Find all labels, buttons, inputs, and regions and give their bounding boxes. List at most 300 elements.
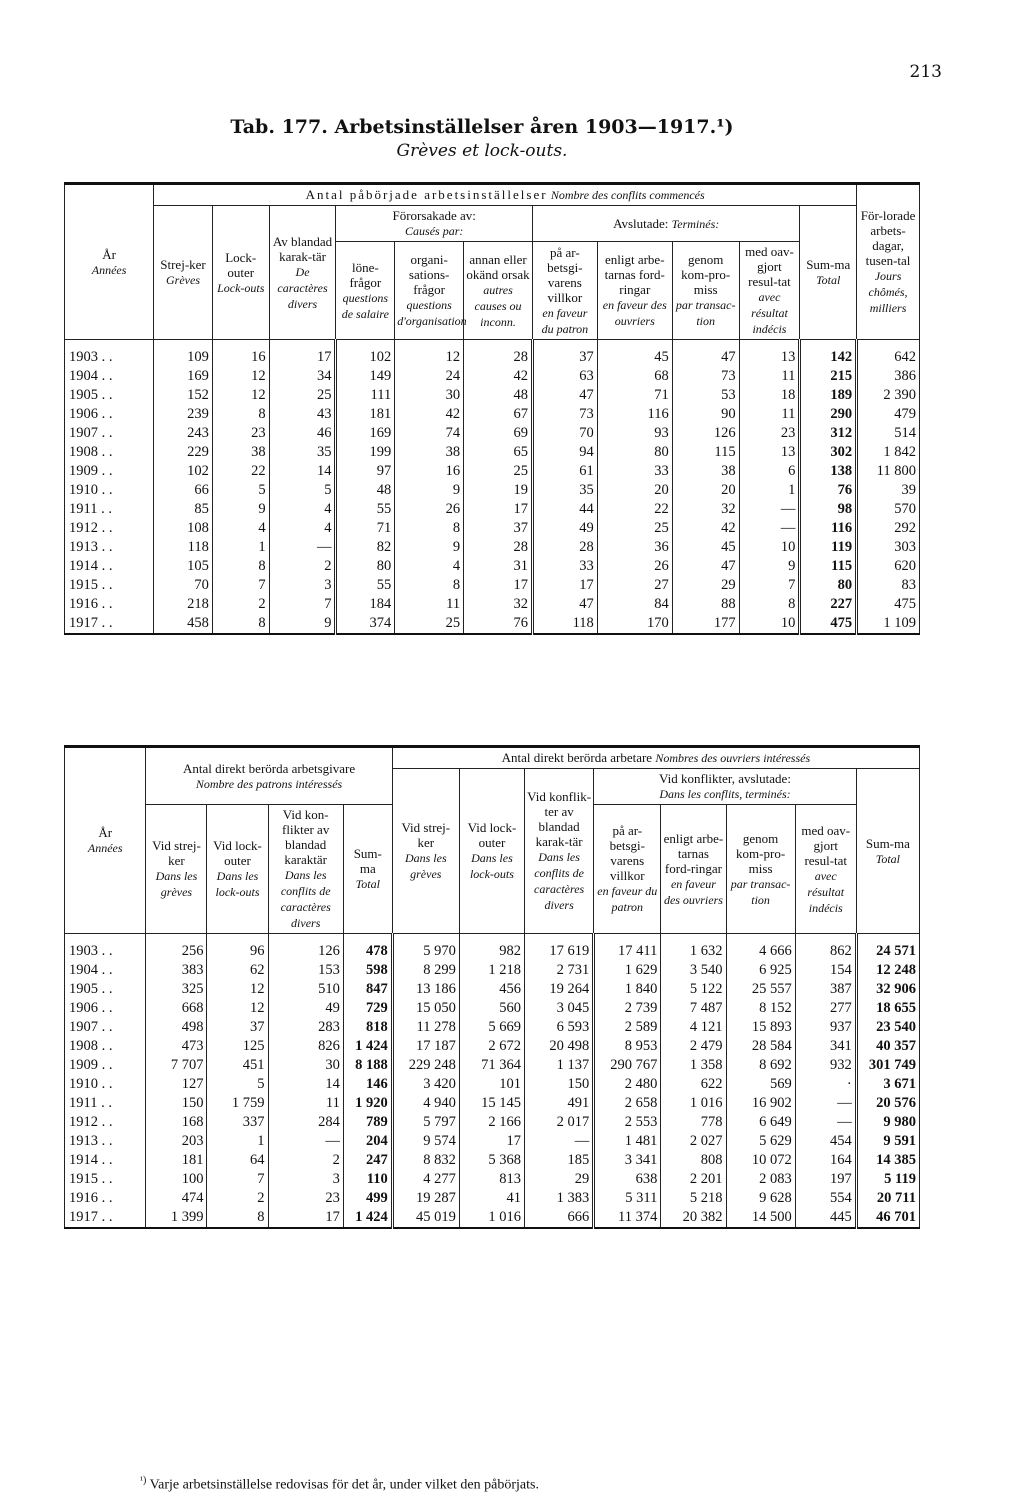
- table-cell: 71: [597, 386, 672, 405]
- table-cell: 32 906: [856, 980, 919, 999]
- table-cell: 41: [459, 1189, 524, 1208]
- header-e-strikes: Vid strej-ker Dans les grèves: [146, 805, 207, 934]
- table-cell: 456: [459, 980, 524, 999]
- table-row: [65, 961, 920, 980]
- table-cell: 83: [857, 576, 920, 595]
- row-year: 1909 . .: [65, 1056, 146, 1075]
- table-row: [65, 557, 920, 576]
- header-w-worker-demands: enligt arbe-tarnas ford-ringar en faveur des ouvriers: [661, 805, 726, 934]
- row-year: 1903 . .: [65, 934, 146, 962]
- table-cell: 302: [800, 443, 857, 462]
- table-cell: 2 017: [525, 1113, 594, 1132]
- row-year: 1916 . .: [65, 595, 154, 614]
- table-cell: 2 027: [661, 1132, 726, 1151]
- table-cell: 7 487: [661, 999, 726, 1018]
- table-cell: 70: [154, 576, 213, 595]
- table-cell: 15 050: [392, 999, 459, 1018]
- table-cell: 2 083: [726, 1170, 795, 1189]
- table-cell: 847: [343, 980, 392, 999]
- table-cell: 96: [207, 934, 268, 962]
- table-cell: 239: [154, 405, 213, 424]
- table-cell: 12 248: [856, 961, 919, 980]
- table-cell: 218: [154, 595, 213, 614]
- table-cell: 66: [154, 481, 213, 500]
- table-cell: 5 629: [726, 1132, 795, 1151]
- table-row: [65, 500, 920, 519]
- table-cell: 71 364: [459, 1056, 524, 1075]
- table-cell: 598: [343, 961, 392, 980]
- table-cell: 2 658: [594, 1094, 661, 1113]
- row-year: 1906 . .: [65, 999, 146, 1018]
- table-cell: 45 019: [392, 1208, 459, 1228]
- table-row: [65, 481, 920, 500]
- row-year: 1912 . .: [65, 519, 154, 538]
- table-cell: 49: [268, 999, 343, 1018]
- table-cell: 473: [146, 1037, 207, 1056]
- table-cell: 109: [154, 340, 213, 368]
- table-cell: 10 072: [726, 1151, 795, 1170]
- table-cell: 341: [795, 1037, 856, 1056]
- table-cell: —: [739, 500, 800, 519]
- table-row: [65, 1208, 920, 1228]
- table-cell: 19: [464, 481, 533, 500]
- table-cell: 71: [336, 519, 395, 538]
- table-cell: 10: [739, 614, 800, 634]
- table-cell: —: [525, 1132, 594, 1151]
- table-cell: 15 145: [459, 1094, 524, 1113]
- title-block: [0, 116, 1024, 161]
- table-cell: 53: [672, 386, 739, 405]
- table-cell: 7: [207, 1170, 268, 1189]
- table-cell: 8 188: [343, 1056, 392, 1075]
- table-row: [65, 538, 920, 557]
- table-cell: 560: [459, 999, 524, 1018]
- table-cell: —: [795, 1094, 856, 1113]
- table-cell: 80: [800, 576, 857, 595]
- table-cell: 73: [532, 405, 597, 424]
- table-cell: 20 382: [661, 1208, 726, 1228]
- row-year: 1909 . .: [65, 462, 154, 481]
- table-cell: 48: [336, 481, 395, 500]
- table-cell: 283: [268, 1018, 343, 1037]
- header-compromise: genom kom-pro-miss par transac-tion: [672, 242, 739, 340]
- table-cell: 458: [154, 614, 213, 634]
- table-cell: 88: [672, 595, 739, 614]
- table-cell: 28 584: [726, 1037, 795, 1056]
- table-cell: 13: [739, 443, 800, 462]
- table-cell: 789: [343, 1113, 392, 1132]
- table-cell: 42: [672, 519, 739, 538]
- table-cell: 7: [739, 576, 800, 595]
- table-row: [65, 443, 920, 462]
- table-cell: 808: [661, 1151, 726, 1170]
- header-e-mixed: Vid kon-flikter av blandad karaktär Dans les conflits de caractères divers: [268, 805, 343, 934]
- table-cell: 185: [525, 1151, 594, 1170]
- table-cell: 105: [154, 557, 213, 576]
- header-lockouts: Lock-outer Lock-outs: [212, 206, 269, 340]
- row-year: 1905 . .: [65, 386, 154, 405]
- table-cell: 8: [395, 576, 464, 595]
- header-wage-questions: löne-frågor questions de salaire: [336, 242, 395, 340]
- table-cell: 247: [343, 1151, 392, 1170]
- table-cell: 569: [726, 1075, 795, 1094]
- table-cell: 199: [336, 443, 395, 462]
- table-cell: 4: [269, 500, 336, 519]
- table-cell: 554: [795, 1189, 856, 1208]
- table-cell: 215: [800, 367, 857, 386]
- row-year: 1908 . .: [65, 443, 154, 462]
- table-cell: 69: [464, 424, 533, 443]
- row-year: 1905 . .: [65, 980, 146, 999]
- table-cell: 5 311: [594, 1189, 661, 1208]
- table-row: [65, 1170, 920, 1189]
- table-cell: 94: [532, 443, 597, 462]
- table-cell: 638: [594, 1170, 661, 1189]
- table-row: [65, 980, 920, 999]
- table-cell: 7: [269, 595, 336, 614]
- table-cell: 127: [146, 1075, 207, 1094]
- table-cell: 9: [212, 500, 269, 519]
- table-cell: 2 480: [594, 1075, 661, 1094]
- table-cell: 818: [343, 1018, 392, 1037]
- table-cell: 337: [207, 1113, 268, 1132]
- table-cell: 4 277: [392, 1170, 459, 1189]
- table-cell: 9 628: [726, 1189, 795, 1208]
- table-cell: 80: [336, 557, 395, 576]
- table-cell: 39: [857, 481, 920, 500]
- table-row: [65, 405, 920, 424]
- table-cell: 4: [212, 519, 269, 538]
- table-cell: 24: [395, 367, 464, 386]
- row-year: 1915 . .: [65, 1170, 146, 1189]
- table-cell: 125: [207, 1037, 268, 1056]
- table-cell: 1 218: [459, 961, 524, 980]
- table-cell: 514: [857, 424, 920, 443]
- table-cell: 55: [336, 576, 395, 595]
- table-cell: 3: [268, 1170, 343, 1189]
- row-year: 1911 . .: [65, 1094, 146, 1113]
- table-cell: 1 383: [525, 1189, 594, 1208]
- table-cell: 18 655: [856, 999, 919, 1018]
- table-cell: 42: [395, 405, 464, 424]
- table-cell: 177: [672, 614, 739, 634]
- table-cell: 28: [464, 538, 533, 557]
- table-cell: 4: [269, 519, 336, 538]
- table-cell: 3 341: [594, 1151, 661, 1170]
- table-cell: 19 264: [525, 980, 594, 999]
- table-cell: 9 591: [856, 1132, 919, 1151]
- table-cell: 46: [269, 424, 336, 443]
- table-cell: 383: [146, 961, 207, 980]
- table-cell: 25 557: [726, 980, 795, 999]
- table-cell: 374: [336, 614, 395, 634]
- table-cell: 982: [459, 934, 524, 962]
- table-cell: 2: [207, 1189, 268, 1208]
- table-cell: 38: [212, 443, 269, 462]
- table-cell: 20: [672, 481, 739, 500]
- table-cell: 45: [597, 340, 672, 368]
- row-year: 1911 . .: [65, 500, 154, 519]
- table-cell: 387: [795, 980, 856, 999]
- table-cell: 1 632: [661, 934, 726, 962]
- header-year-2: År Années: [65, 747, 146, 934]
- table-cell: 46 701: [856, 1208, 919, 1228]
- table-cell: 64: [207, 1151, 268, 1170]
- table-cell: 499: [343, 1189, 392, 1208]
- table-cell: 11 374: [594, 1208, 661, 1228]
- table-cell: 451: [207, 1056, 268, 1075]
- header-ended: Avslutade: Terminés:: [532, 206, 799, 242]
- table-cell: 37: [207, 1018, 268, 1037]
- table-cell: 153: [268, 961, 343, 980]
- header-w-total: Sum-ma Total: [856, 769, 919, 934]
- table-cell: 445: [795, 1208, 856, 1228]
- table-cell: 35: [269, 443, 336, 462]
- table-cell: 2 553: [594, 1113, 661, 1132]
- table-cell: 14 500: [726, 1208, 795, 1228]
- table-cell: 1 358: [661, 1056, 726, 1075]
- table-cell: 102: [154, 462, 213, 481]
- table-cell: 1 137: [525, 1056, 594, 1075]
- table-cell: —: [739, 519, 800, 538]
- table-cell: 229 248: [392, 1056, 459, 1075]
- footnote-mark: ¹): [140, 1475, 147, 1486]
- table-cell: 98: [800, 500, 857, 519]
- header-w-employer-terms: på ar-betsgi-varens villkor en faveur du patron: [594, 805, 661, 934]
- table-cell: 25: [269, 386, 336, 405]
- table-cell: 25: [395, 614, 464, 634]
- table-cell: 138: [800, 462, 857, 481]
- table-cell: 38: [395, 443, 464, 462]
- table-cell: 826: [268, 1037, 343, 1056]
- table-cell: 22: [597, 500, 672, 519]
- table-cell: —: [795, 1113, 856, 1132]
- table-cell: 290: [800, 405, 857, 424]
- table-cell: 290 767: [594, 1056, 661, 1075]
- table-cell: 23: [268, 1189, 343, 1208]
- table-cell: 642: [857, 340, 920, 368]
- table-cell: 7: [212, 576, 269, 595]
- table-cell: 13: [739, 340, 800, 368]
- header-undecided: med oav-gjort resul-tat avec résultat indécis: [739, 242, 800, 340]
- table-cell: 28: [464, 340, 533, 368]
- table-cell: 2: [268, 1151, 343, 1170]
- table-cell: 30: [268, 1056, 343, 1075]
- row-year: 1907 . .: [65, 1018, 146, 1037]
- table-cell: 5: [207, 1075, 268, 1094]
- table-cell: 8 832: [392, 1151, 459, 1170]
- table-cell: 1: [212, 538, 269, 557]
- table-cell: 181: [336, 405, 395, 424]
- table-cell: 169: [154, 367, 213, 386]
- table-cell: 1 016: [459, 1208, 524, 1228]
- table-cell: 12: [212, 367, 269, 386]
- table-row: [65, 340, 920, 368]
- row-year: 1917 . .: [65, 1208, 146, 1228]
- table-cell: 1: [207, 1132, 268, 1151]
- table-cell: 20: [597, 481, 672, 500]
- header-lost-workdays: För-lorade arbets-dagar, tusen-tal Jours chômés, milliers: [857, 184, 920, 340]
- table-cell: 15 893: [726, 1018, 795, 1037]
- table-cell: 6 925: [726, 961, 795, 980]
- table-cell: 48: [464, 386, 533, 405]
- row-year: 1906 . .: [65, 405, 154, 424]
- table-cell: 11: [739, 367, 800, 386]
- table-cell: 26: [395, 500, 464, 519]
- table-cell: 142: [800, 340, 857, 368]
- table-cell: 6: [739, 462, 800, 481]
- table-cell: 33: [532, 557, 597, 576]
- row-year: 1916 . .: [65, 1189, 146, 1208]
- row-year: 1915 . .: [65, 576, 154, 595]
- table-cell: 1 109: [857, 614, 920, 634]
- table-cell: 5 669: [459, 1018, 524, 1037]
- row-year: 1908 . .: [65, 1037, 146, 1056]
- table-cell: 14: [269, 462, 336, 481]
- table-cell: 17: [464, 500, 533, 519]
- table-cell: 5 797: [392, 1113, 459, 1132]
- table-cell: 668: [146, 999, 207, 1018]
- table-row: [65, 576, 920, 595]
- table-cell: 277: [795, 999, 856, 1018]
- table-cell: 5 368: [459, 1151, 524, 1170]
- table-cell: 8: [207, 1208, 268, 1228]
- table-cell: 1 840: [594, 980, 661, 999]
- table-row: [65, 386, 920, 405]
- table-cell: 778: [661, 1113, 726, 1132]
- table-cell: 510: [268, 980, 343, 999]
- table-cell: 284: [268, 1113, 343, 1132]
- table-cell: 84: [597, 595, 672, 614]
- row-year: 1913 . .: [65, 538, 154, 557]
- table-cell: 11: [268, 1094, 343, 1113]
- table-row: [65, 1113, 920, 1132]
- table-cell: 18: [739, 386, 800, 405]
- table-cell: 97: [336, 462, 395, 481]
- table-cell: 17: [459, 1132, 524, 1151]
- table-cell: 8 953: [594, 1037, 661, 1056]
- table-cell: 38: [672, 462, 739, 481]
- header-started-conflicts: Antal påbörjade arbetsinställelser Nombre des conflits commencés: [154, 184, 857, 206]
- table-row: [65, 424, 920, 443]
- table-cell: 85: [154, 500, 213, 519]
- table-cell: 3 671: [856, 1075, 919, 1094]
- table-cell: 61: [532, 462, 597, 481]
- table-cell: 29: [672, 576, 739, 595]
- table-cell: —: [268, 1132, 343, 1151]
- table-cell: 93: [597, 424, 672, 443]
- table-cell: 31: [464, 557, 533, 576]
- table-cell: 474: [146, 1189, 207, 1208]
- table-cell: 149: [336, 367, 395, 386]
- table-cell: 9 574: [392, 1132, 459, 1151]
- table-cell: 17 619: [525, 934, 594, 962]
- table-cell: 5 122: [661, 980, 726, 999]
- table-row: [65, 934, 920, 962]
- table-cell: 63: [532, 367, 597, 386]
- conflicts-table-body: [65, 340, 920, 635]
- row-year: 1910 . .: [65, 1075, 146, 1094]
- table-cell: 478: [343, 934, 392, 962]
- table-cell: 325: [146, 980, 207, 999]
- table-cell: 3 420: [392, 1075, 459, 1094]
- table-cell: 108: [154, 519, 213, 538]
- table-cell: 229: [154, 443, 213, 462]
- table-cell: 47: [532, 386, 597, 405]
- table-cell: 5: [212, 481, 269, 500]
- table-cell: 12: [207, 980, 268, 999]
- table-cell: 17: [269, 340, 336, 368]
- table-cell: 14: [268, 1075, 343, 1094]
- table-cell: 67: [464, 405, 533, 424]
- row-year: 1903 . .: [65, 340, 154, 368]
- table-cell: 1 629: [594, 961, 661, 980]
- table-cell: 29: [525, 1170, 594, 1189]
- table-cell: 34: [269, 367, 336, 386]
- table-cell: 12: [395, 340, 464, 368]
- table-row: [65, 614, 920, 634]
- table-cell: 12: [207, 999, 268, 1018]
- header-e-total: Sum-ma Total: [343, 805, 392, 934]
- table-cell: 204: [343, 1132, 392, 1151]
- header-employers: Antal direkt berörda arbetsgivare Nombre des patrons intéressés: [146, 747, 392, 805]
- table-cell: 150: [146, 1094, 207, 1113]
- table-cell: 16: [395, 462, 464, 481]
- table-cell: 203: [146, 1132, 207, 1151]
- table-cell: 292: [857, 519, 920, 538]
- conflicts-table: [64, 182, 920, 635]
- table-cell: 90: [672, 405, 739, 424]
- table-cell: 184: [336, 595, 395, 614]
- table-cell: 4: [395, 557, 464, 576]
- header-organisation-questions: organi-sations-frågor questions d'organisation: [395, 242, 464, 340]
- header-other-causes: annan eller okänd orsak autres causes ou inconn.: [464, 242, 533, 340]
- table-cell: 479: [857, 405, 920, 424]
- table-cell: 14 385: [856, 1151, 919, 1170]
- table-cell: 150: [525, 1075, 594, 1094]
- table-cell: 1 399: [146, 1208, 207, 1228]
- table-cell: 23 540: [856, 1018, 919, 1037]
- table-cell: 25: [597, 519, 672, 538]
- table-subtitle: Grèves et lock-outs.: [396, 141, 568, 161]
- row-year: 1913 . .: [65, 1132, 146, 1151]
- table-row: [65, 1018, 920, 1037]
- table-cell: 74: [395, 424, 464, 443]
- table-title: Tab. 177. Arbetsinställelser åren 1903—1917.¹): [230, 116, 734, 138]
- table-cell: 729: [343, 999, 392, 1018]
- table-cell: 2 201: [661, 1170, 726, 1189]
- table-cell: 9: [739, 557, 800, 576]
- table-row: [65, 1132, 920, 1151]
- table-cell: 8 299: [392, 961, 459, 980]
- table-cell: 169: [336, 424, 395, 443]
- table-cell: —: [269, 538, 336, 557]
- table-cell: 2 390: [857, 386, 920, 405]
- row-year: 1904 . .: [65, 367, 154, 386]
- table-cell: 4 121: [661, 1018, 726, 1037]
- table-cell: 12: [212, 386, 269, 405]
- table-cell: 17: [464, 576, 533, 595]
- table-cell: 862: [795, 934, 856, 962]
- table-cell: 256: [146, 934, 207, 962]
- table-cell: 8: [212, 405, 269, 424]
- table-cell: 622: [661, 1075, 726, 1094]
- table-cell: 1 842: [857, 443, 920, 462]
- table-cell: 2 589: [594, 1018, 661, 1037]
- header-mixed: Av blandad karak-tär De caractères divers: [269, 206, 336, 340]
- table-cell: 17 187: [392, 1037, 459, 1056]
- table-cell: 32: [672, 500, 739, 519]
